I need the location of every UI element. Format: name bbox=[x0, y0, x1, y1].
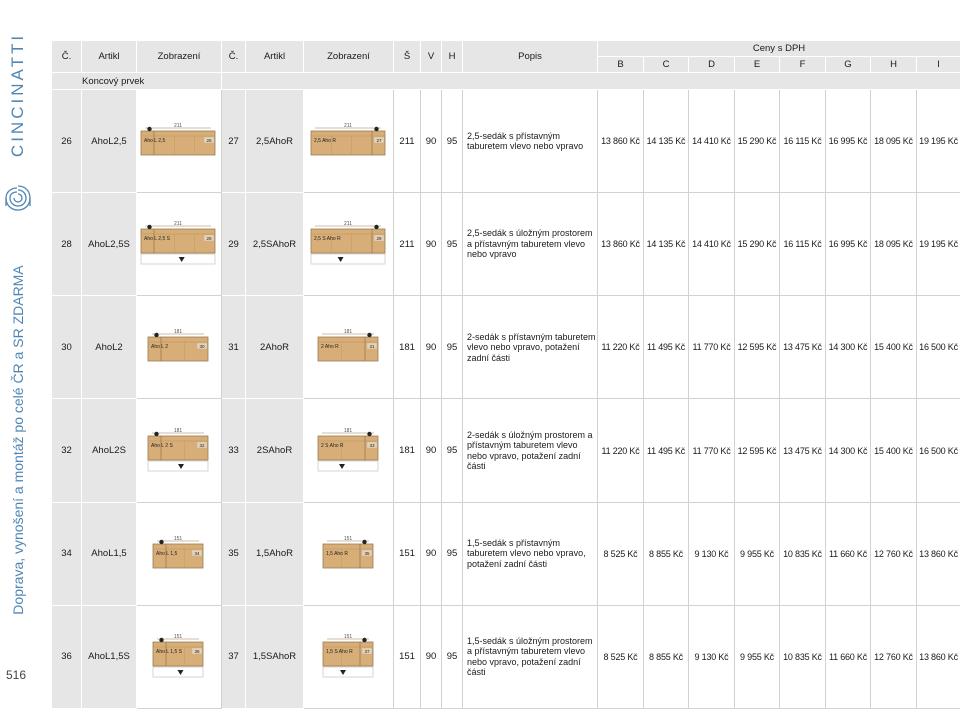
col-header-view: Zobrazení bbox=[137, 41, 222, 73]
sofa-model-label: Aho L 1,5 bbox=[156, 550, 178, 557]
sofa-diagram bbox=[309, 221, 389, 267]
article-code: AhoL2S bbox=[82, 399, 137, 502]
sofa-diagram bbox=[151, 536, 207, 572]
sofa-dimension-label: 181 bbox=[173, 329, 183, 336]
article-code: AhoL1,5 bbox=[82, 502, 137, 605]
table-row bbox=[52, 605, 960, 708]
price-cell: 11 660 Kč bbox=[826, 605, 871, 708]
price-cell: 9 130 Kč bbox=[689, 605, 735, 708]
ottoman-marker-icon bbox=[367, 431, 371, 435]
description: 2-sedák s úložným prostorem a přístavným taburetem vlevo nebo vpravo, potažení zadní části bbox=[463, 399, 598, 502]
price-cell: 13 860 Kč bbox=[917, 502, 960, 605]
sofa-diagram bbox=[139, 123, 219, 159]
price-cell: 19 195 Kč bbox=[917, 193, 960, 296]
sofa-model-label: 1,5 Aho R bbox=[325, 550, 348, 557]
ottoman-marker-icon bbox=[147, 225, 151, 229]
article-code-right: 2,5AhoR bbox=[246, 90, 304, 193]
price-cell: 13 475 Kč bbox=[780, 399, 826, 502]
sofa-number-badge: 32 bbox=[199, 442, 205, 448]
brand-name: CINCINATTI bbox=[8, 32, 27, 158]
price-cell: 14 135 Kč bbox=[644, 90, 689, 193]
price-cell: 12 595 Kč bbox=[735, 399, 780, 502]
price-cell: 11 770 Kč bbox=[689, 296, 735, 399]
table-row bbox=[52, 193, 960, 296]
item-number: 30 bbox=[52, 296, 82, 399]
table-row bbox=[52, 399, 960, 502]
sofa-dimension-label: 181 bbox=[343, 427, 352, 434]
depth-value: 95 bbox=[442, 502, 463, 605]
article-code-right: 2,5SAhoR bbox=[246, 193, 304, 296]
col-header-view-right: Zobrazení bbox=[304, 41, 394, 73]
price-cell: 12 760 Kč bbox=[871, 605, 917, 708]
sofa-dimension-label: 151 bbox=[343, 633, 352, 640]
description: 2-sedák s přístavným taburetem vlevo nebo vpravo, potažení zadní části bbox=[463, 296, 598, 399]
ottoman-marker-icon bbox=[147, 127, 151, 131]
height-value: 90 bbox=[421, 193, 442, 296]
height-value: 90 bbox=[421, 296, 442, 399]
ottoman-marker-icon bbox=[154, 333, 158, 337]
item-number-right: 31 bbox=[222, 296, 246, 399]
depth-value: 95 bbox=[442, 296, 463, 399]
col-header-width: Š bbox=[394, 41, 421, 73]
col-header-article: Artikl bbox=[82, 41, 137, 73]
article-code: AhoL2 bbox=[82, 296, 137, 399]
sidebar bbox=[0, 0, 36, 710]
ottoman-marker-icon bbox=[362, 638, 366, 642]
ottoman-marker-icon bbox=[159, 540, 163, 544]
price-cell: 13 860 Kč bbox=[917, 605, 960, 708]
ottoman-marker-icon bbox=[374, 225, 378, 229]
description: 1,5-sedák s přístavným taburetem vlevo nebo vpravo, potažení zadní části bbox=[463, 502, 598, 605]
ottoman-marker-icon bbox=[367, 333, 371, 337]
price-cell: 11 220 Kč bbox=[598, 399, 644, 502]
view-left-cell bbox=[137, 605, 222, 708]
price-cell: 16 500 Kč bbox=[917, 399, 960, 502]
price-cell: 9 955 Kč bbox=[735, 605, 780, 708]
sofa-dimension-label: 151 bbox=[173, 633, 183, 640]
item-number: 32 bbox=[52, 399, 82, 502]
item-number-right: 37 bbox=[222, 605, 246, 708]
col-header-height: V bbox=[421, 41, 442, 73]
article-code-right: 1,5SAhoR bbox=[246, 605, 304, 708]
height-value: 90 bbox=[421, 605, 442, 708]
price-column-header: D bbox=[689, 57, 735, 73]
price-cell: 11 220 Kč bbox=[598, 296, 644, 399]
description: 1,5-sedák s úložným prostorem a přístavným taburetem vlevo nebo vpravo, potažení zadní části bbox=[463, 605, 598, 708]
view-left-cell bbox=[137, 502, 222, 605]
price-cell: 8 525 Kč bbox=[598, 502, 644, 605]
sofa-diagram bbox=[321, 634, 377, 680]
price-column-header: H bbox=[871, 57, 917, 73]
view-right-cell bbox=[304, 502, 394, 605]
sofa-model-label: 2 S Aho R bbox=[320, 442, 344, 449]
price-cell: 8 855 Kč bbox=[644, 502, 689, 605]
col-header-prices-group: Ceny s DPH bbox=[598, 41, 960, 57]
table-row bbox=[52, 296, 960, 399]
sofa-diagram bbox=[316, 428, 382, 474]
delivery-tagline: Doprava, vynošení a montáž po celé ČR a SR ZDARMA bbox=[10, 265, 26, 615]
article-code-right: 1,5AhoR bbox=[246, 502, 304, 605]
sofa-model-label: Aho L 2 S bbox=[151, 442, 173, 449]
header-spacer bbox=[222, 73, 960, 90]
price-cell: 16 115 Kč bbox=[780, 90, 826, 193]
view-right-cell bbox=[304, 296, 394, 399]
height-value: 90 bbox=[421, 502, 442, 605]
price-cell: 11 495 Kč bbox=[644, 399, 689, 502]
view-right-cell bbox=[304, 90, 394, 193]
price-cell: 8 525 Kč bbox=[598, 605, 644, 708]
view-right-cell bbox=[304, 399, 394, 502]
price-cell: 16 995 Kč bbox=[826, 90, 871, 193]
price-column-header: F bbox=[780, 57, 826, 73]
sofa-number-badge: 28 bbox=[206, 236, 212, 242]
col-header-article-right: Artikl bbox=[246, 41, 304, 73]
price-cell: 14 135 Kč bbox=[644, 193, 689, 296]
sofa-diagram bbox=[139, 221, 219, 267]
sofa-number-badge: 35 bbox=[363, 550, 370, 556]
sofa-model-label: 2 Aho R bbox=[320, 344, 339, 351]
width-value: 151 bbox=[394, 502, 421, 605]
price-cell: 15 400 Kč bbox=[871, 296, 917, 399]
price-cell: 15 290 Kč bbox=[735, 193, 780, 296]
price-cell: 18 095 Kč bbox=[871, 90, 917, 193]
sofa-dimension-label: 211 bbox=[343, 221, 352, 228]
description: 2,5-sedák s přístavným taburetem vlevo nebo vpravo bbox=[463, 90, 598, 193]
end-element-label: Koncový prvek bbox=[52, 73, 222, 90]
price-cell: 13 860 Kč bbox=[598, 193, 644, 296]
price-cell: 13 475 Kč bbox=[780, 296, 826, 399]
width-value: 211 bbox=[394, 193, 421, 296]
sofa-number-badge: 33 bbox=[368, 442, 375, 448]
width-value: 151 bbox=[394, 605, 421, 708]
sofa-dimension-label: 211 bbox=[174, 221, 182, 228]
price-cell: 8 855 Kč bbox=[644, 605, 689, 708]
price-cell: 14 300 Kč bbox=[826, 296, 871, 399]
sofa-model-label: Aho L 2,5 S bbox=[144, 236, 170, 243]
price-cell: 15 290 Kč bbox=[735, 90, 780, 193]
ottoman-marker-icon bbox=[362, 540, 366, 544]
depth-value: 95 bbox=[442, 605, 463, 708]
width-value: 181 bbox=[394, 296, 421, 399]
item-number: 26 bbox=[52, 90, 82, 193]
sofa-dimension-label: 211 bbox=[174, 123, 182, 130]
price-cell: 18 095 Kč bbox=[871, 193, 917, 296]
sofa-number-badge: 30 bbox=[199, 344, 205, 350]
item-number-right: 29 bbox=[222, 193, 246, 296]
price-column-header: G bbox=[826, 57, 871, 73]
ottoman-marker-icon bbox=[159, 638, 163, 642]
sofa-number-badge: 26 bbox=[206, 138, 212, 144]
price-column-header: B bbox=[598, 57, 644, 73]
depth-value: 95 bbox=[442, 90, 463, 193]
price-cell: 16 115 Kč bbox=[780, 193, 826, 296]
sofa-number-badge: 37 bbox=[363, 648, 370, 654]
price-column-header: E bbox=[735, 57, 780, 73]
item-number: 34 bbox=[52, 502, 82, 605]
col-header-no: Č. bbox=[52, 41, 82, 73]
col-header-depth: H bbox=[442, 41, 463, 73]
sofa-diagram bbox=[151, 634, 207, 680]
article-code: AhoL2,5 bbox=[82, 90, 137, 193]
price-column-header: C bbox=[644, 57, 689, 73]
view-right-cell bbox=[304, 193, 394, 296]
sofa-diagram bbox=[321, 536, 377, 572]
sofa-dimension-label: 151 bbox=[343, 535, 352, 542]
view-left-cell bbox=[137, 399, 222, 502]
table-row bbox=[52, 90, 960, 193]
sofa-number-badge: 27 bbox=[375, 138, 382, 144]
depth-value: 95 bbox=[442, 193, 463, 296]
article-code: AhoL2,5S bbox=[82, 193, 137, 296]
view-left-cell bbox=[137, 193, 222, 296]
table-header bbox=[52, 41, 960, 90]
price-table bbox=[51, 40, 960, 709]
price-cell: 11 660 Kč bbox=[826, 502, 871, 605]
view-right-cell bbox=[304, 605, 394, 708]
sofa-model-label: Aho L 2,5 bbox=[144, 138, 166, 145]
price-cell: 15 400 Kč bbox=[871, 399, 917, 502]
article-code: AhoL1,5S bbox=[82, 605, 137, 708]
sofa-diagram bbox=[146, 329, 212, 365]
sofa-model-label: 1,5 S Aho R bbox=[325, 648, 353, 655]
page-number: 516 bbox=[6, 668, 27, 682]
ottoman-marker-icon bbox=[154, 431, 158, 435]
table-row bbox=[52, 502, 960, 605]
view-left-cell bbox=[137, 296, 222, 399]
col-header-description: Popis bbox=[463, 41, 598, 73]
sofa-dimension-label: 151 bbox=[173, 535, 183, 542]
sofa-model-label: 2,5 Aho R bbox=[313, 138, 336, 145]
price-cell: 12 595 Kč bbox=[735, 296, 780, 399]
sofa-number-badge: 36 bbox=[194, 648, 200, 654]
price-cell: 11 495 Kč bbox=[644, 296, 689, 399]
item-number: 28 bbox=[52, 193, 82, 296]
item-number-right: 35 bbox=[222, 502, 246, 605]
price-cell: 16 500 Kč bbox=[917, 296, 960, 399]
sofa-diagram bbox=[146, 428, 212, 474]
price-cell: 14 410 Kč bbox=[689, 193, 735, 296]
height-value: 90 bbox=[421, 399, 442, 502]
sofa-dimension-label: 181 bbox=[343, 329, 352, 336]
sofa-model-label: Aho L 2 bbox=[151, 344, 169, 351]
price-cell: 14 410 Kč bbox=[689, 90, 735, 193]
price-column-header: I bbox=[917, 57, 960, 73]
sofa-number-badge: 29 bbox=[375, 236, 382, 242]
item-number: 36 bbox=[52, 605, 82, 708]
height-value: 90 bbox=[421, 90, 442, 193]
sofa-dimension-label: 211 bbox=[343, 123, 352, 130]
sofa-model-label: 2,5 S Aho R bbox=[313, 236, 341, 243]
price-cell: 12 760 Kč bbox=[871, 502, 917, 605]
price-cell: 9 955 Kč bbox=[735, 502, 780, 605]
width-value: 181 bbox=[394, 399, 421, 502]
sofa-number-badge: 31 bbox=[368, 344, 375, 350]
price-cell: 16 995 Kč bbox=[826, 193, 871, 296]
view-left-cell bbox=[137, 90, 222, 193]
article-code-right: 2SAhoR bbox=[246, 399, 304, 502]
width-value: 211 bbox=[394, 90, 421, 193]
sofa-diagram bbox=[309, 123, 389, 159]
sofa-model-label: Aho L 1,5 S bbox=[156, 648, 182, 655]
price-cell: 13 860 Kč bbox=[598, 90, 644, 193]
price-cell: 10 835 Kč bbox=[780, 605, 826, 708]
price-cell: 9 130 Kč bbox=[689, 502, 735, 605]
table-body bbox=[52, 90, 960, 709]
spiral-logo-icon bbox=[4, 182, 32, 212]
item-number-right: 27 bbox=[222, 90, 246, 193]
item-number-right: 33 bbox=[222, 399, 246, 502]
article-code-right: 2AhoR bbox=[246, 296, 304, 399]
description: 2,5-sedák s úložným prostorem a přístavným taburetem vlevo nebo vpravo bbox=[463, 193, 598, 296]
price-cell: 10 835 Kč bbox=[780, 502, 826, 605]
sofa-number-badge: 34 bbox=[194, 550, 200, 556]
col-header-no-right: Č. bbox=[222, 41, 246, 73]
ottoman-marker-icon bbox=[374, 127, 378, 131]
price-cell: 11 770 Kč bbox=[689, 399, 735, 502]
sofa-dimension-label: 181 bbox=[173, 427, 183, 434]
price-cell: 14 300 Kč bbox=[826, 399, 871, 502]
depth-value: 95 bbox=[442, 399, 463, 502]
sofa-diagram bbox=[316, 329, 382, 365]
price-cell: 19 195 Kč bbox=[917, 90, 960, 193]
